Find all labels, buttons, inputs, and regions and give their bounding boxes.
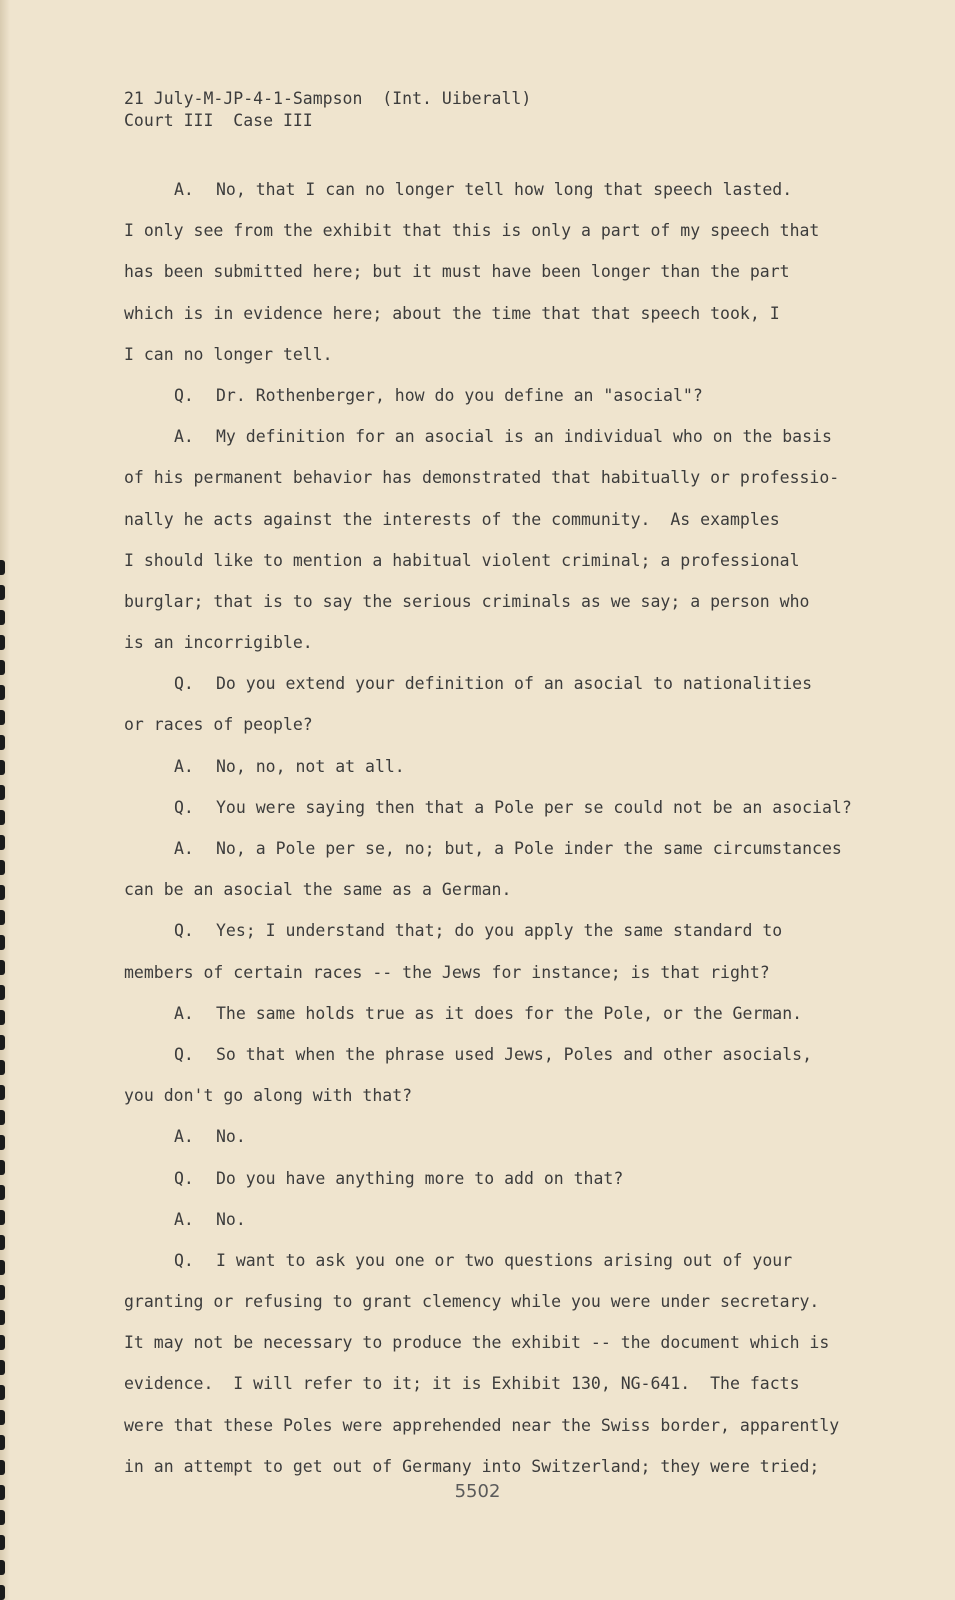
line-text: granting or refusing to grant clemency while you were under secretary.: [124, 1292, 820, 1312]
line-text: Yes; I understand that; do you apply the same standard to: [216, 921, 783, 941]
binding-hole: [0, 560, 5, 575]
transcript-line: [124, 293, 894, 334]
header-line-2: Court III Case III: [124, 111, 313, 130]
line-text: of his permanent behavior has demonstrated that habitually or professio-: [124, 468, 840, 488]
line-text: I only see from the exhibit that this is only a part of my speech that: [124, 221, 820, 241]
speaker-label: Q.: [174, 921, 194, 941]
line-text: No.: [216, 1209, 246, 1229]
binding-hole: [0, 585, 5, 600]
transcript-line: [124, 828, 894, 869]
line-text: I should like to mention a habitual violent criminal; a professional: [124, 550, 800, 570]
line-text: It may not be necessary to produce the exhibit -- the document which is: [124, 1333, 830, 1353]
line-text: has been submitted here; but it must have been longer than the part: [124, 262, 790, 282]
binding-hole: [0, 1310, 5, 1325]
transcript-line: [124, 1240, 894, 1281]
binding-hole: [0, 610, 5, 625]
transcript-line: [124, 746, 894, 787]
transcript-line: [124, 910, 894, 951]
speaker-label: A.: [174, 180, 194, 199]
binding-hole: [0, 860, 5, 875]
binding-hole: [0, 1060, 5, 1075]
document-header: [124, 88, 531, 132]
speaker-label: Q.: [174, 797, 194, 817]
binding-hole: [0, 1535, 5, 1550]
transcript-line: [124, 1199, 894, 1240]
transcript-line: [124, 1158, 894, 1199]
binding-hole: [0, 685, 5, 700]
speaker-label: Q.: [174, 385, 194, 405]
transcript-line: [124, 251, 894, 292]
binding-hole: [0, 910, 5, 925]
transcript-line: [124, 704, 894, 745]
binding-hole: [0, 1210, 5, 1225]
binding-hole: [0, 810, 5, 825]
binding-hole: [0, 1260, 5, 1275]
transcript-line: [124, 1075, 894, 1116]
binding-hole: [0, 710, 5, 725]
binding-hole: [0, 1385, 5, 1400]
binding-hole: [0, 1010, 5, 1025]
binding-hole: [0, 1160, 5, 1175]
binding-hole: [0, 1110, 5, 1125]
line-text: I want to ask you one or two questions arising out of your: [216, 1250, 793, 1270]
speaker-label: A.: [174, 1127, 194, 1147]
line-text: No, no, not at all.: [216, 756, 405, 776]
transcript-line: [124, 1363, 894, 1404]
line-text: which is in evidence here; about the time that that speech took, I: [124, 303, 780, 323]
line-text: No.: [216, 1127, 246, 1147]
line-text: Do you extend your definition of an asocial to nationalities: [216, 674, 813, 694]
page-number: 5502: [454, 1481, 501, 1502]
binding-hole: [0, 1235, 5, 1250]
speaker-label: A.: [174, 839, 194, 858]
binding-hole: [0, 785, 5, 800]
binding-hole: [0, 760, 5, 775]
binding-hole: [0, 1035, 5, 1050]
line-text: I can no longer tell.: [124, 344, 333, 364]
transcript-line: [124, 1322, 894, 1363]
line-text: can be an asocial the same as a German.: [124, 880, 512, 900]
line-text: The same holds true as it does for the Pole, or the German.: [216, 1003, 803, 1023]
transcript-line: [124, 499, 894, 540]
binding-hole: [0, 935, 5, 950]
line-text: Do you have anything more to add on that?: [216, 1168, 624, 1188]
binding-hole: [0, 885, 5, 900]
line-text: members of certain races -- the Jews for instance; is that right?: [124, 962, 770, 982]
line-text: No, that I can no longer tell how long that speech lasted.: [216, 180, 793, 199]
binding-hole: [0, 1460, 5, 1475]
line-text: burglar; that is to say the serious criminals as we say; a person who: [124, 591, 810, 611]
speaker-label: Q.: [174, 1250, 194, 1270]
binding-hole: [0, 1085, 5, 1100]
transcript-line: [124, 540, 894, 581]
binding-hole: [0, 1185, 5, 1200]
transcript-line: [124, 787, 894, 828]
binding-hole: [0, 1510, 5, 1525]
line-text: evidence. I will refer to it; it is Exhibit 130, NG-641. The facts: [124, 1374, 800, 1394]
binding-hole: [0, 1435, 5, 1450]
transcript-line: [124, 581, 894, 622]
speaker-label: A.: [174, 756, 194, 776]
line-text: or races of people?: [124, 715, 313, 735]
transcript-line: [124, 210, 894, 251]
binding-hole: [0, 985, 5, 1000]
line-text: No, a Pole per se, no; but, a Pole inder the same circumstances: [216, 839, 842, 858]
transcript-body: [124, 169, 894, 1487]
speaker-label: Q.: [174, 674, 194, 694]
binding-hole: [0, 1135, 5, 1150]
speaker-label: A.: [174, 1003, 194, 1023]
transcript-line: [124, 993, 894, 1034]
line-text: My definition for an asocial is an individual who on the basis: [216, 427, 832, 447]
transcript-line: [124, 334, 894, 375]
transcript-line: [124, 1405, 894, 1446]
line-text: is an incorrigible.: [124, 633, 313, 653]
line-text: nally he acts against the interests of the community. As examples: [124, 509, 780, 529]
binding-hole: [0, 1285, 5, 1300]
binding-hole: [0, 960, 5, 975]
transcript-line: [124, 869, 894, 910]
line-text: You were saying then that a Pole per se could not be an asocial?: [216, 797, 852, 817]
binding-hole: [0, 1585, 5, 1600]
binding-hole: [0, 660, 5, 675]
binding-hole: [0, 635, 5, 650]
line-text: you don't go along with that?: [124, 1086, 413, 1106]
transcript-line: [124, 416, 894, 457]
line-text: Dr. Rothenberger, how do you define an "asocial"?: [216, 385, 703, 405]
transcript-line: [124, 457, 894, 498]
transcript-line: [124, 622, 894, 663]
binding-hole: [0, 1560, 5, 1575]
binding-hole: [0, 1335, 5, 1350]
line-text: So that when the phrase used Jews, Poles and other asocials,: [216, 1044, 813, 1064]
transcript-line: [124, 1116, 894, 1157]
binding-hole: [0, 1360, 5, 1375]
transcript-line: [124, 169, 894, 210]
line-text: in an attempt to get out of Germany into Switzerland; they were tried;: [124, 1456, 820, 1476]
transcript-line: [124, 952, 894, 993]
transcript-line: [124, 1281, 894, 1322]
speaker-label: A.: [174, 1209, 194, 1229]
binding-hole: [0, 1410, 5, 1425]
binding-hole: [0, 735, 5, 750]
speaker-label: Q.: [174, 1044, 194, 1064]
line-text: were that these Poles were apprehended near the Swiss border, apparently: [124, 1415, 840, 1435]
header-line-1: 21 July-M-JP-4-1-Sampson (Int. Uiberall): [124, 89, 532, 108]
transcript-line: [124, 375, 894, 416]
transcript-line: [124, 1034, 894, 1075]
speaker-label: Q.: [174, 1168, 194, 1188]
transcript-line: [124, 663, 894, 704]
speaker-label: A.: [174, 427, 194, 447]
binding-hole: [0, 835, 5, 850]
